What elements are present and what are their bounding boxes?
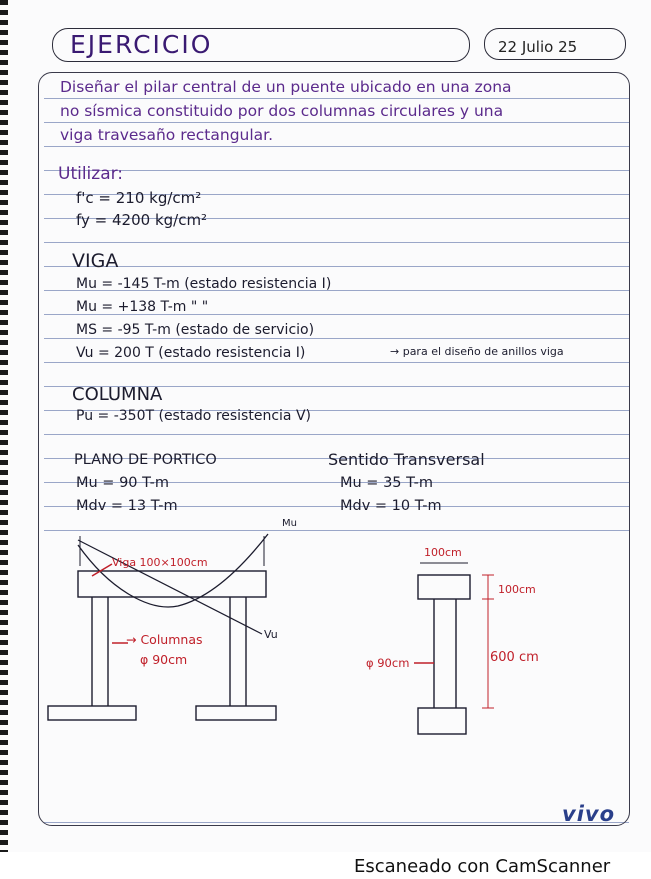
statement-line-3: viga travesaño rectangular. (60, 126, 274, 144)
columna-heading: COLUMNA (72, 384, 163, 405)
footing-left (48, 706, 136, 720)
viga-heading: VIGA (72, 250, 119, 272)
page-title: EJERCICIO (70, 30, 213, 59)
shear-line (78, 540, 262, 634)
plano-mdv: Mdv = 13 T-m (76, 498, 178, 514)
scanner-watermark: Escaneado con CamScanner (354, 856, 611, 877)
height-label: 600 cm (490, 650, 539, 665)
viga-line-3: MS = -95 T-m (estado de servicio) (76, 322, 315, 338)
notebook-logo: vivo (562, 802, 616, 826)
section-footing (418, 708, 466, 734)
transversal-heading: Sentido Transversal (328, 450, 485, 469)
statement-line-2: no sísmica constituido por dos columnas circulares y una (60, 102, 504, 120)
columna-line: Pu = -350T (estado resistencia V) (76, 408, 311, 424)
date-field: 22 Julio 25 (498, 38, 578, 56)
statement-line-1: Diseñar el pilar central de un puente ubicado en una zona (60, 78, 512, 96)
columnas-label: → Columnas (126, 632, 203, 647)
fc-value: f'c = 210 kg/cm² (76, 189, 202, 207)
depth-label: 100cm (498, 583, 536, 596)
section-beam (418, 575, 470, 599)
vu-label: Vu (264, 628, 278, 641)
transversal-mdv: Mdv = 10 T-m (340, 498, 442, 514)
plano-heading: PLANO DE PORTICO (74, 452, 217, 468)
footing-right (196, 706, 276, 720)
transversal-mu: Mu = 35 T-m (340, 475, 434, 491)
column-dia-label: φ 90cm (366, 656, 410, 670)
viga-beam (78, 571, 266, 597)
viga-line-4: Vu = 200 T (estado resistencia I) (76, 345, 306, 361)
viga-note: → para el diseño de anillos viga (390, 345, 564, 358)
materials-heading: Utilizar: (58, 164, 124, 184)
fy-value: fy = 4200 kg/cm² (76, 211, 208, 229)
plano-mu: Mu = 90 T-m (76, 475, 170, 491)
viga-label: Viga 100×100cm (112, 556, 208, 569)
viga-line-1: Mu = -145 T-m (estado resistencia I) (76, 276, 332, 292)
columnas-dia-label: φ 90cm (140, 652, 188, 667)
mu-label: Mu (282, 518, 297, 529)
viga-line-2: Mu = +138 T-m " " (76, 299, 209, 315)
width-label: 100cm (424, 546, 462, 559)
